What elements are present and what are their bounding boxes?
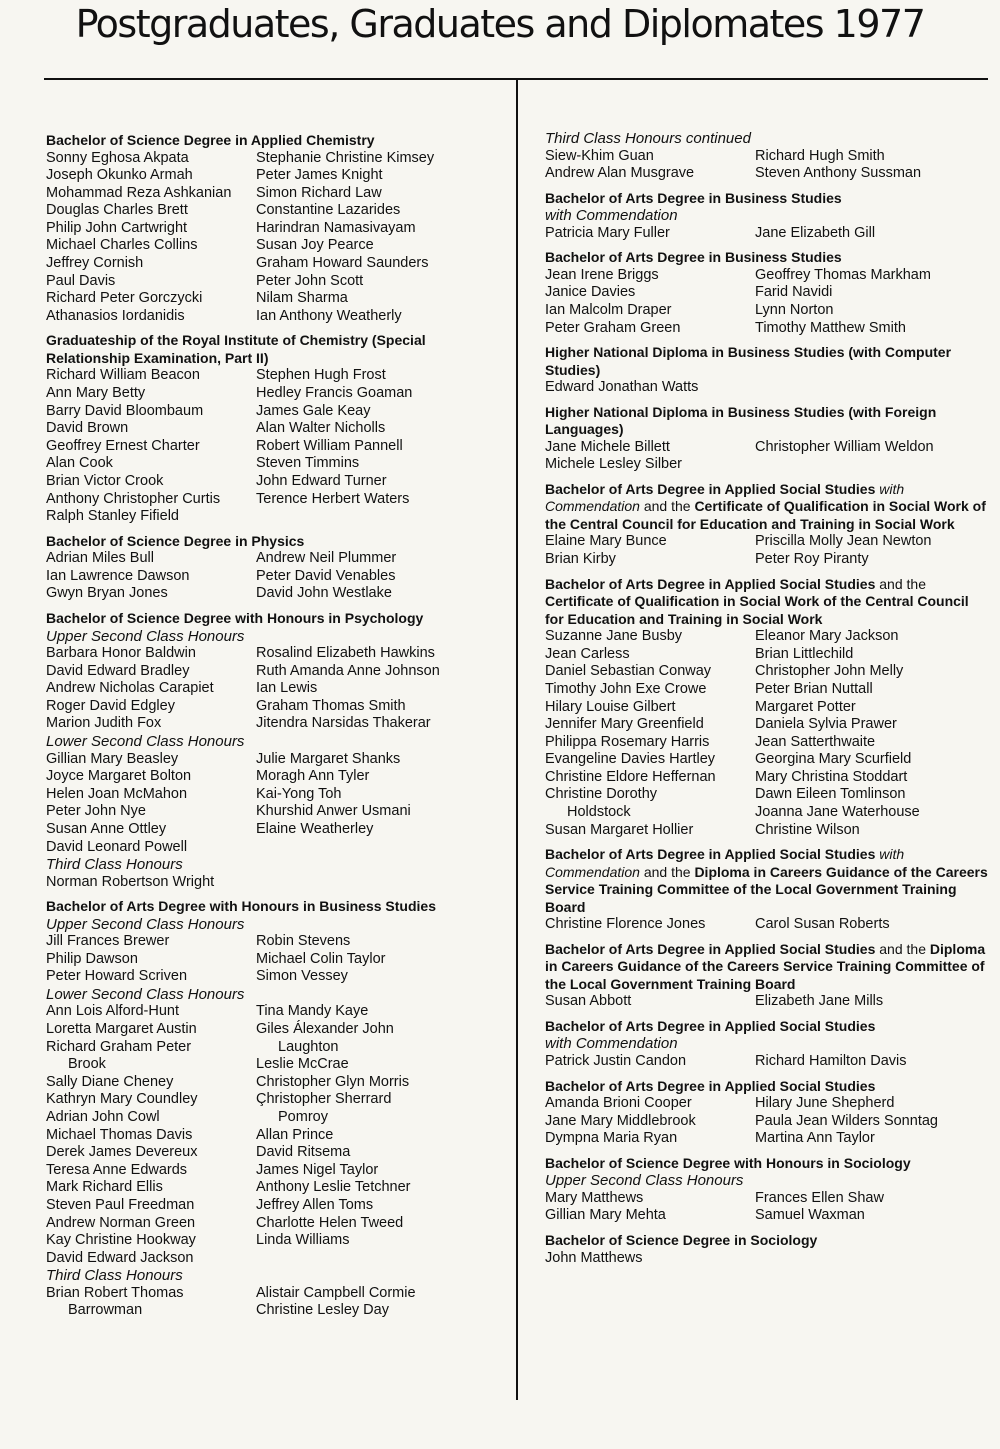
degree-section (46, 610, 506, 891)
graduate-name: Evangeline Davies Hartley (545, 751, 716, 768)
graduate-name: Sonny Eghosa Akpata (46, 149, 189, 166)
graduate-name: Marion Judith Fox (46, 715, 162, 732)
graduate-name: David Edward Jackson (46, 1249, 194, 1266)
graduate-name (256, 874, 506, 892)
graduate-name: Jane Elizabeth Gill (755, 224, 876, 241)
names-grid (545, 148, 990, 183)
graduate-name: Gillian Mary Beasley (46, 750, 179, 767)
graduate-name: Steven Timmins (256, 455, 360, 472)
heading-part: and the (639, 863, 695, 880)
graduate-name: Brook (68, 1056, 106, 1073)
graduate-name: Loretta Margaret Austin (46, 1021, 197, 1038)
graduate-name: Ann Lois Alford-Hunt (46, 1003, 179, 1020)
graduate-name: Richard Graham Peter (46, 1038, 192, 1055)
graduate-name: Hedley Francis Goaman (256, 385, 413, 402)
graduate-name: Daniela Sylvia Prawer (755, 716, 897, 733)
graduate-name: Brian Littlechild (755, 645, 854, 662)
graduate-name: Martina Ann Taylor (755, 1130, 875, 1147)
graduate-name: Allan Prince (256, 1126, 334, 1143)
graduate-name: Andrew Nicholas Carapiet (46, 680, 214, 697)
page-title: Postgraduates, Graduates and Diplomates 1977 (75, 2, 925, 46)
names-grid (545, 439, 990, 474)
graduate-name (256, 839, 506, 857)
graduate-name: Barry David Bloombaum (46, 402, 204, 419)
graduate-name: Alan Walter Nicholls (256, 420, 386, 437)
graduate-name: Giles Álexander John (256, 1021, 394, 1038)
graduate-name: Laughton (278, 1038, 339, 1055)
graduate-name: Derek James Devereux (46, 1144, 198, 1161)
graduate-name: Jane Mary Middlebrook (545, 1112, 696, 1129)
graduate-name: Barbara Honor Baldwin (46, 645, 196, 662)
graduate-name: Julie Margaret Shanks (256, 750, 401, 767)
graduate-name: Brian Kirby (545, 551, 616, 568)
section-heading (545, 576, 990, 629)
graduate-name: Anthony Christopher Curtis (46, 490, 221, 507)
left-column (46, 132, 506, 1327)
graduate-name: Peter Roy Piranty (755, 551, 869, 568)
graduate-name: Andrew Alan Musgrave (545, 165, 695, 182)
graduate-name: Peter James Knight (256, 167, 383, 184)
graduate-name: Norman Robertson Wright (46, 873, 215, 890)
section-heading (545, 846, 990, 916)
degree-section (545, 481, 990, 569)
graduate-name: Paul Davis (46, 272, 116, 289)
names-grid (545, 916, 990, 934)
graduate-name: Stephanie Christine Kimsey (256, 149, 435, 166)
graduate-name (256, 508, 506, 526)
graduate-name: Kay Christine Hookway (46, 1232, 196, 1249)
degree-section (545, 1018, 990, 1071)
graduate-name: Alistair Campbell Cormie (256, 1284, 416, 1301)
graduate-name: Christine Wilson (755, 821, 860, 838)
graduate-name: Mark Richard Ellis (46, 1179, 163, 1196)
heading-part: Bachelor of Arts Degree in Applied Social Studies (545, 940, 876, 957)
graduate-name: Christine Lesley Day (256, 1302, 389, 1319)
graduate-name: David Brown (46, 420, 129, 437)
graduate-name: Jeffrey Allen Toms (256, 1197, 374, 1213)
graduate-name: Timothy Matthew Smith (755, 319, 906, 336)
graduate-name: Khurshid Anwer Usmani (256, 803, 411, 820)
degree-section (545, 1155, 990, 1225)
graduate-name: Hilary Louise Gilbert (545, 698, 676, 715)
degree-section (545, 846, 990, 934)
graduate-name: Elizabeth Jane Mills (755, 993, 884, 1010)
heading-part: Certificate of Qualification in Social Work of the Central Council for Education and Training in Social Work (545, 498, 986, 532)
graduate-name: Hilary June Shepherd (755, 1095, 895, 1112)
class-subheading: Lower Second Class Honours (46, 985, 245, 1003)
graduate-name: David John Westlake (256, 585, 392, 602)
graduate-name: Barrowman (68, 1302, 143, 1319)
graduate-name: Brian Victor Crook (46, 473, 164, 489)
graduate-name: Constantine Lazarides (256, 202, 401, 219)
graduate-name: Lynn Norton (755, 301, 834, 318)
class-subheading: Third Class Honours continued (545, 130, 751, 147)
graduate-name: Christopher Glyn Morris (256, 1073, 410, 1090)
section-heading (545, 481, 990, 534)
degree-section (545, 941, 990, 1011)
graduate-name: Ian Lawrence Dawson (46, 567, 190, 584)
section-heading: Bachelor of Science Degree in Sociology (545, 1232, 818, 1248)
section-heading: Bachelor of Arts Degree in Business Studies (545, 189, 842, 206)
names-grid (545, 628, 990, 839)
graduate-name: Suzanne Jane Busby (545, 628, 683, 645)
graduate-name: Joyce Margaret Bolton (46, 768, 192, 785)
graduate-name: Ralph Stanley Fifield (46, 508, 179, 525)
graduate-name: Mary Matthews (545, 1189, 644, 1206)
graduate-name: Philip Dawson (46, 950, 138, 967)
section-heading: Bachelor of Science Degree with Honours in Sociology (545, 1154, 911, 1171)
graduate-name: Janice Davies (545, 284, 636, 301)
graduate-name: Michele Lesley Silber (545, 456, 683, 473)
graduate-name: Alan Cook (46, 455, 113, 472)
degree-section (545, 130, 990, 183)
graduate-name: Geoffrey Ernest Charter (46, 437, 200, 454)
names-grid (545, 225, 990, 243)
graduate-name: Richard Hugh Smith (755, 147, 885, 164)
degree-section (46, 332, 506, 525)
class-subheading: Lower Second Class Honours (46, 733, 245, 751)
graduate-name: Ruth Amanda Anne Johnson (256, 662, 440, 679)
names-grid (46, 645, 506, 733)
names-grid (545, 1250, 990, 1268)
names-grid (46, 751, 506, 857)
section-heading: Bachelor of Arts Degree in Applied Social Studies (545, 1077, 876, 1094)
graduate-name: Christopher John Melly (755, 663, 904, 680)
graduate-name: Rosalind Elizabeth Hawkins (256, 645, 435, 662)
section-heading: Bachelor of Science Degree in Physics (46, 532, 305, 549)
names-grid (545, 379, 990, 397)
graduate-name: Michael Charles Collins (46, 237, 198, 254)
section-heading: Bachelor of Arts Degree in Applied Social Studies (545, 1017, 876, 1034)
names-grid (545, 1053, 990, 1071)
right-column (545, 130, 990, 1274)
graduate-name: Jennifer Mary Greenfield (545, 716, 704, 733)
graduate-name: Joanna Jane Waterhouse (755, 804, 920, 821)
graduate-name: Stephen Hugh Frost (256, 367, 386, 384)
graduate-name: Mohammad Reza Ashkanian (46, 184, 232, 201)
section-heading: Higher National Diploma in Business Studies (with Foreign Languages) (545, 403, 937, 438)
graduate-name: Jane Michele Billett (545, 438, 670, 455)
graduate-name: Simon Vessey (256, 968, 348, 985)
degree-section (46, 533, 506, 603)
section-heading: Bachelor of Arts Degree with Honours in Business Studies (46, 898, 436, 915)
heading-part: and the (639, 498, 695, 515)
graduate-name: Ian Lewis (256, 680, 318, 697)
names-grid (545, 533, 990, 568)
degree-section (545, 249, 990, 337)
names-grid (545, 267, 990, 337)
graduate-name: Frances Ellen Shaw (755, 1189, 884, 1206)
graduate-name: Peter Brian Nuttall (755, 680, 873, 697)
graduate-name: Christine Eldore Heffernan (545, 768, 716, 785)
names-grid (46, 933, 506, 986)
degree-section (545, 576, 990, 840)
graduate-name: Richard Peter Gorczycki (46, 290, 203, 307)
graduate-name: Christine Dorothy (545, 786, 658, 803)
graduate-name: Robin Stevens (256, 933, 351, 950)
graduate-name: Farid Navidi (755, 284, 833, 301)
graduate-name: Dawn Eileen Tomlinson (755, 786, 906, 803)
class-subheading: Third Class Honours (46, 856, 183, 874)
section-heading: Bachelor of Arts Degree in Business Studies (545, 249, 842, 266)
graduate-name: Peter Graham Green (545, 319, 681, 336)
graduate-name: John Matthews (545, 1249, 643, 1266)
graduate-name (755, 379, 995, 397)
class-subheading: Upper Second Class Honours (545, 1172, 744, 1190)
heading-part: Bachelor of Arts Degree in Applied Social Studies (545, 575, 876, 592)
graduate-name: Philippa Rosemary Harris (545, 733, 710, 750)
graduate-name: Gwyn Bryan Jones (46, 585, 168, 602)
heading-part: with Commendation (545, 480, 905, 515)
graduate-name: Andrew Norman Green (46, 1214, 196, 1231)
graduate-name: Steven Anthony Sussman (755, 165, 922, 182)
section-heading: Higher National Diploma in Business Studies (with Computer Studies) (545, 344, 952, 378)
graduate-name: Richard William Beacon (46, 367, 200, 384)
graduate-name: Joseph Okunko Armah (46, 167, 193, 184)
names-grid (46, 367, 506, 525)
degree-section (545, 344, 990, 397)
heading-part: with Commendation (545, 846, 905, 880)
graduate-name: Harindran Namasivayam (256, 219, 416, 236)
graduate-name: Georgina Mary Scurfield (755, 751, 912, 768)
graduate-name: Steven Paul Freedman (46, 1197, 195, 1213)
graduate-name: Paula Jean Wilders Sonntag (755, 1112, 938, 1129)
graduate-name: Charlotte Helen Tweed (256, 1214, 404, 1231)
graduate-name: Douglas Charles Brett (46, 202, 188, 219)
graduate-name: Teresa Anne Edwards (46, 1161, 188, 1178)
graduate-name: Leslie McCrae (256, 1056, 349, 1073)
graduate-name: Graham Thomas Smith (256, 697, 406, 714)
graduate-name: Brian Robert Thomas (46, 1284, 184, 1301)
graduate-name: Christine Florence Jones (545, 916, 706, 933)
names-grid (545, 993, 990, 1011)
graduate-name: Roger David Edgley (46, 697, 175, 714)
heading-part: and the (875, 940, 930, 957)
graduate-name: Mary Christina Stoddart (755, 768, 908, 785)
graduate-name: Ian Malcolm Draper (545, 301, 672, 318)
graduate-name: Daniel Sebastian Conway (545, 663, 712, 680)
names-grid (545, 1190, 990, 1225)
graduate-name (256, 1250, 506, 1268)
graduate-name: John Edward Turner (256, 473, 387, 489)
graduate-name: Simon Richard Law (256, 184, 382, 201)
graduate-name: Adrian Miles Bull (46, 550, 154, 567)
graduate-name: Peter John Scott (256, 272, 364, 289)
graduate-name: Margaret Potter (755, 698, 856, 715)
graduate-name: Eleanor Mary Jackson (755, 628, 899, 645)
names-grid (46, 550, 506, 603)
graduate-name (755, 1250, 995, 1268)
graduate-name: David Ritsema (256, 1144, 351, 1161)
column-divider (516, 80, 518, 1400)
names-grid (46, 150, 506, 326)
graduate-name: Jill Frances Brewer (46, 933, 170, 950)
graduate-name: Jean Satterthwaite (755, 733, 876, 750)
graduate-name: Jean Carless (545, 645, 630, 662)
graduate-name: Jean Irene Briggs (545, 266, 659, 283)
graduate-name: Nilam Sharma (256, 290, 348, 307)
graduate-name: Patrick Justin Candon (545, 1052, 687, 1069)
heading-part: Diploma in Careers Guidance of the Careers Service Training Committee of the Local Government Training Board (545, 863, 988, 915)
heading-part: Diploma in Careers Guidance of the Careers Service Training Committee of the Local Government Training Board (545, 940, 986, 992)
graduate-name: Christopher William Weldon (755, 438, 934, 455)
graduate-name: Andrew Neil Plummer (256, 550, 397, 567)
graduate-name: Susan Anne Ottley (46, 820, 167, 837)
graduate-name: David Edward Bradley (46, 662, 190, 679)
graduate-name: Susan Abbott (545, 993, 632, 1010)
graduate-name: Çhristopher Sherrard (256, 1091, 392, 1108)
graduate-name: Philip John Cartwright (46, 219, 188, 236)
graduate-name: James Nigel Taylor (256, 1161, 379, 1178)
graduate-name: Susan Joy Pearce (256, 237, 374, 254)
graduate-name: Kai-Yong Toh (256, 785, 342, 802)
graduate-name: Timothy John Exe Crowe (545, 680, 707, 697)
degree-section (46, 132, 506, 325)
graduate-name: Elaine Mary Bunce (545, 533, 667, 550)
graduate-name: Jitendra Narsidas Thakerar (256, 715, 431, 732)
section-heading: Bachelor of Science Degree in Applied Chemistry (46, 132, 375, 148)
degree-section (46, 898, 506, 1320)
section-heading (545, 941, 990, 994)
graduate-name: Edward Jonathan Watts (545, 379, 699, 396)
graduate-name: Ian Anthony Weatherly (256, 307, 402, 324)
section-heading: Bachelor of Science Degree with Honours in Psychology (46, 610, 424, 627)
class-subheading: with Commendation (545, 1035, 678, 1053)
degree-section (545, 1078, 990, 1148)
heading-part: and the (875, 575, 926, 592)
graduate-name: Amanda Brioni Cooper (545, 1095, 692, 1112)
graduate-name: Siew-Khim Guan (545, 147, 654, 164)
graduate-name: Elaine Weatherley (256, 820, 374, 837)
graduate-name: Terence Herbert Waters (256, 490, 410, 507)
graduate-name: Peter David Venables (256, 567, 396, 584)
heading-part: Bachelor of Arts Degree in Applied Social Studies (545, 480, 880, 497)
graduate-name: Anthony Leslie Tetchner (256, 1179, 411, 1196)
graduate-name: Pomroy (278, 1109, 328, 1126)
graduate-name: Adrian John Cowl (46, 1109, 160, 1126)
graduate-name: David Leonard Powell (46, 838, 188, 855)
degree-section (545, 190, 990, 243)
graduate-name: Graham Howard Saunders (256, 255, 429, 272)
graduate-name: Athanasios Iordanidis (46, 307, 185, 324)
graduate-name: Moragh Ann Tyler (256, 768, 370, 785)
graduate-name: Samuel Waxman (755, 1207, 865, 1224)
heading-part: Certificate of Qualification in Social Work of the Central Council for Education and Training in Social Work (545, 593, 969, 627)
graduate-name: Michael Thomas Davis (46, 1126, 193, 1143)
graduate-name: Susan Margaret Hollier (545, 821, 694, 838)
class-subheading: Upper Second Class Honours (46, 915, 245, 933)
names-grid (46, 874, 506, 892)
names-grid (46, 1003, 506, 1267)
graduate-name: Gillian Mary Mehta (545, 1207, 666, 1224)
degree-section (545, 1232, 990, 1267)
names-grid (46, 1285, 506, 1320)
graduate-name: Linda Williams (256, 1232, 350, 1249)
graduate-name: Ann Mary Betty (46, 385, 146, 402)
graduate-name: Jeffrey Cornish (46, 255, 144, 272)
graduate-name (755, 456, 995, 474)
degree-section (545, 404, 990, 474)
graduate-name: Holdstock (567, 804, 631, 821)
graduate-name: Kathryn Mary Coundley (46, 1091, 198, 1108)
graduate-name: Peter Howard Scriven (46, 968, 188, 985)
graduate-name: Tina Mandy Kaye (256, 1003, 369, 1020)
graduate-name: Patricia Mary Fuller (545, 224, 670, 241)
class-subheading: with Commendation (545, 207, 678, 225)
graduate-name: Helen Joan McMahon (46, 785, 188, 802)
graduate-name: James Gale Keay (256, 402, 371, 419)
graduate-name: Carol Susan Roberts (755, 916, 890, 933)
graduate-name: Robert William Pannell (256, 437, 403, 454)
names-grid (545, 1095, 990, 1148)
graduate-name: Priscilla Molly Jean Newton (755, 533, 932, 550)
graduate-name: Sally Diane Cheney (46, 1073, 174, 1090)
class-subheading: Upper Second Class Honours (46, 627, 245, 645)
graduate-name: Geoffrey Thomas Markham (755, 266, 931, 283)
graduate-name: Michael Colin Taylor (256, 950, 386, 967)
section-heading: Graduateship of the Royal Institute of Chemistry (Special Relationship Examination, Part II) (46, 332, 426, 366)
heading-part: Bachelor of Arts Degree in Applied Social Studies (545, 846, 880, 863)
class-subheading: Third Class Honours (46, 1267, 183, 1285)
graduate-name: Peter John Nye (46, 803, 146, 820)
graduate-name: Richard Hamilton Davis (755, 1052, 907, 1069)
graduate-name: Dympna Maria Ryan (545, 1130, 678, 1147)
